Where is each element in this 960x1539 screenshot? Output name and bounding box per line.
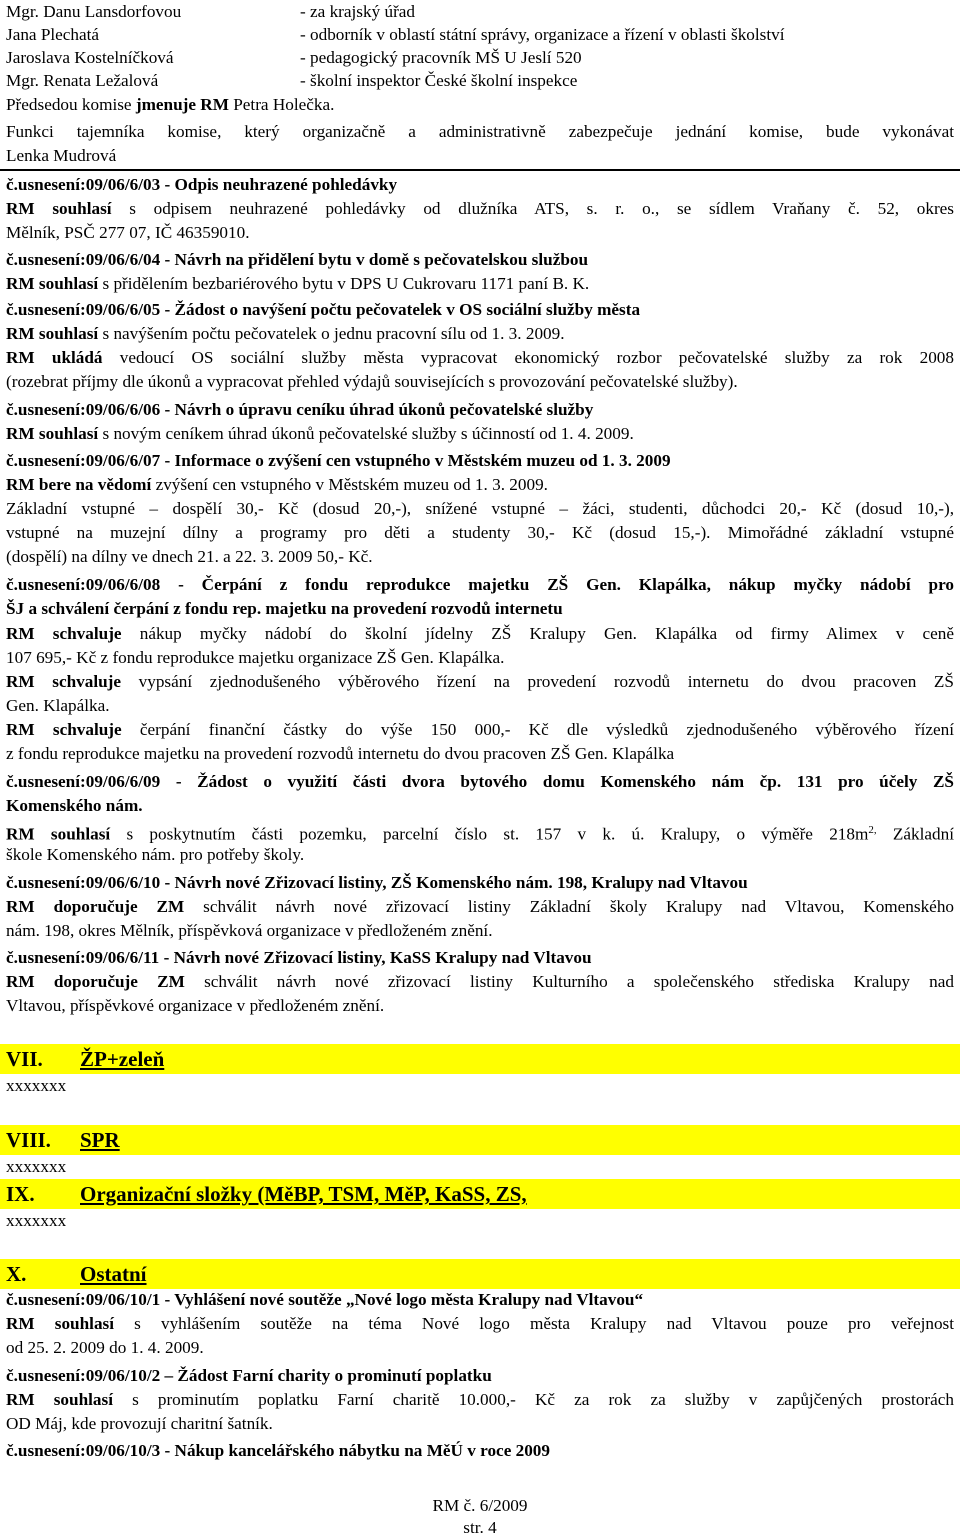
resolution-title: č.usnesení:09/06/6/10 - Návrh nové Zřizovací listiny, ZŠ Komenského nám. 198, Kralupy nad Vltavou [6,873,748,892]
resolution-text: RM schvaluje nákup myčky nádobí do školní jídelny ZŠ Kralupy Gen. Klapálka od firmy Alimex v ceně [6,624,954,643]
member-name: Mgr. Danu Lansdorfovou [6,2,182,21]
section-number: VII. [6,1047,43,1071]
member-role: - odborník v oblastí státní správy, organizace a řízení v oblasti školství [300,25,785,44]
resolution-text: RM doporučuje ZM schválit návrh nové zřizovací listiny Základní školy Kralupy nad Vltavou, Komenského [6,897,955,916]
resolution-text: RM schvaluje vypsání zjednodušeného výběrového řízení na provedení rozvodů internetu do dvou pracoven ZŠ [6,672,954,691]
resolution-text: (dospělí) na dílny ve dnech 21. a 22. 3. 2009 50,- Kč. [6,547,373,566]
resolution-text: RM souhlasí s poskytnutím části pozemku, parcelní číslo st. 157 v k. ú. Kralupy, o výměře $218m^{2,}$ Základní [6,824,954,844]
resolution-text: RM souhlasí s novým ceníkem úhrad úkonů pečovatelské služby s účinností od 1. 4. 2009. [6,424,634,443]
resolution-title: č.usnesení:09/06/6/09 - Žádost o využití části dvora bytového domu Komenského nám čp. 131 pro účely ZŠ [6,772,954,791]
resolution-text: RM ukládá vedoucí OS sociální služby města vypracovat ekonomický rozbor pečovatelské služby za rok 2008 [6,348,954,367]
resolution-text: Základní vstupné – dospělí 30,- Kč (dosud 20,-), snížené vstupné – žáci, studenti, důchodci 20,- Kč (dosud 10,-), [6,499,954,518]
member-role: - školní inspektor České školní inspekce [300,71,578,90]
section-title: ŽP+zeleň [80,1047,165,1071]
resolution-title: ŠJ a schválení čerpání z fondu rep. majetku na provedení rozvodů internetu [6,599,563,618]
resolution-title: č.usnesení:09/06/6/04 - Návrh na přidělení bytu v domě s pečovatelskou službou [6,250,589,269]
section-title: Ostatní [80,1262,147,1286]
resolution-title: č.usnesení:09/06/6/11 - Návrh nové Zřizovací listiny, KaSS Kralupy nad Vltavou [6,948,592,967]
resolution-title: č.usnesení:09/06/6/07 - Informace o zvýšení cen vstupného v Městském muzeu od 1. 3. 2009 [6,451,671,470]
section-highlight [0,1125,960,1155]
resolution-title: č.usnesení:09/06/10/3 - Nákup kancelářského nábytku na MěÚ v roce 2009 [6,1441,550,1460]
resolution-text: OD Máj, kde provozují charitní šatník. [6,1414,273,1433]
footer-page-number: str. 4 [463,1518,497,1537]
member-role: - pedagogický pracovník MŠ U Jeslí 520 [300,48,582,67]
resolution-title: č.usnesení:09/06/6/05 - Žádost o navýšení počtu pečovatelek v OS sociální služby města [6,300,641,319]
member-name: Jana Plechatá [6,25,100,44]
chair-line: Předsedou komise jmenuje RM Petra Holečka. [6,95,335,114]
resolution-text: RM souhlasí s vyhlášením soutěže na téma Nové logo města Kralupy nad Vltavou pouze pro veřejnost [6,1314,954,1333]
resolution-title: č.usnesení:09/06/6/06 - Návrh o úpravu ceníku úhrad úkonů pečovatelské služby [6,400,594,419]
resolution-text: Gen. Klapálka. [6,696,110,715]
member-name: Jaroslava Kostelníčková [6,48,174,67]
section-body: xxxxxxx [6,1076,67,1095]
secretary-line: Lenka Mudrová [6,146,117,165]
resolution-title: č.usnesení:09/06/10/1 - Vyhlášení nové soutěže „Nové logo města Kralupy nad Vltavou“ [6,1290,644,1309]
resolution-text: RM souhlasí s navýšením počtu pečovatelek o jednu pracovní sílu od 1. 3. 2009. [6,324,565,343]
section-number: VIII. [6,1128,51,1152]
section-body: xxxxxxx [6,1157,67,1176]
resolution-text: RM bere na vědomí zvýšení cen vstupného v Městském muzeu od 1. 3. 2009. [6,475,548,494]
resolution-title: Komenského nám. [6,796,143,815]
resolution-text: 107 695,- Kč z fondu reprodukce majetku organizace ZŠ Gen. Klapálka. [6,648,505,667]
resolution-text: (rozebrat příjmy dle úkonů a vypracovat přehled výdajů souvisejících s provozování pečovatelské služby). [6,372,738,391]
resolution-text: nám. 198, okres Mělník, příspěvková organizace v předloženém znění. [6,921,493,940]
section-body: xxxxxxx [6,1211,67,1230]
resolution-text: RM souhlasí s odpisem neuhrazené pohledávky od dlužníka ATS, s. r. o., se sídlem Vraňany č. 52, okres [6,199,954,218]
divider [0,169,960,171]
section-title: SPR [80,1128,120,1152]
section-title: Organizační složky (MěBP, TSM, MěP, KaSS, ZS, [80,1182,527,1206]
resolution-text: Vltavou, příspěvkové organizace v předloženém znění. [6,996,385,1015]
resolution-text: Mělník, PSČ 277 07, IČ 46359010. [6,223,250,242]
resolution-title: č.usnesení:09/06/10/2 – Žádost Farní charity o prominutí poplatku [6,1366,492,1385]
member-name: Mgr. Renata Ležalová [6,71,159,90]
section-number: IX. [6,1182,35,1206]
resolution-text: z fondu reprodukce majetku na provedení rozvodů internetu do dvou pracoven ZŠ Gen. Klapálka [6,744,675,763]
resolution-text: škole Komenského nám. pro potřeby školy. [6,845,305,864]
resolution-text: od 25. 2. 2009 do 1. 4. 2009. [6,1338,204,1357]
secretary-line: Funkci tajemníka komise, který organizačně a administrativně zabezpečuje jednání komise, bude vykonávat [6,122,954,141]
resolution-text: RM doporučuje ZM schválit návrh nové zřizovací listiny Kulturního a společenského střediska Kralupy nad [6,972,954,991]
section-number: X. [6,1262,27,1286]
resolution-text: RM souhlasí s prominutím poplatku Farní charitě 10.000,- Kč za rok za služby v zapůjčených prostorách [6,1390,954,1409]
member-role: - za krajský úřad [300,2,416,21]
footer-doc-number: RM č. 6/2009 [432,1496,528,1515]
resolution-text: RM souhlasí s přidělením bezbariérového bytu v DPS U Cukrovaru 1171 paní B. K. [6,274,590,293]
resolution-text: vstupné na muzejní dílny a programy pro děti a studenty 30,- Kč (dosud 15,-). Mimořádné základní vstupné [6,523,954,542]
resolution-title: č.usnesení:09/06/6/03 - Odpis neuhrazené pohledávky [6,175,398,194]
resolution-title: č.usnesení:09/06/6/08 - Čerpání z fondu reprodukce majetku ZŠ Gen. Klapálka, nákup myčky nádobí pro [6,575,954,594]
resolution-text: RM schvaluje čerpání finanční částky do výše 150 000,- Kč dle výsledků zjednodušeného výběrového řízení [6,720,954,739]
